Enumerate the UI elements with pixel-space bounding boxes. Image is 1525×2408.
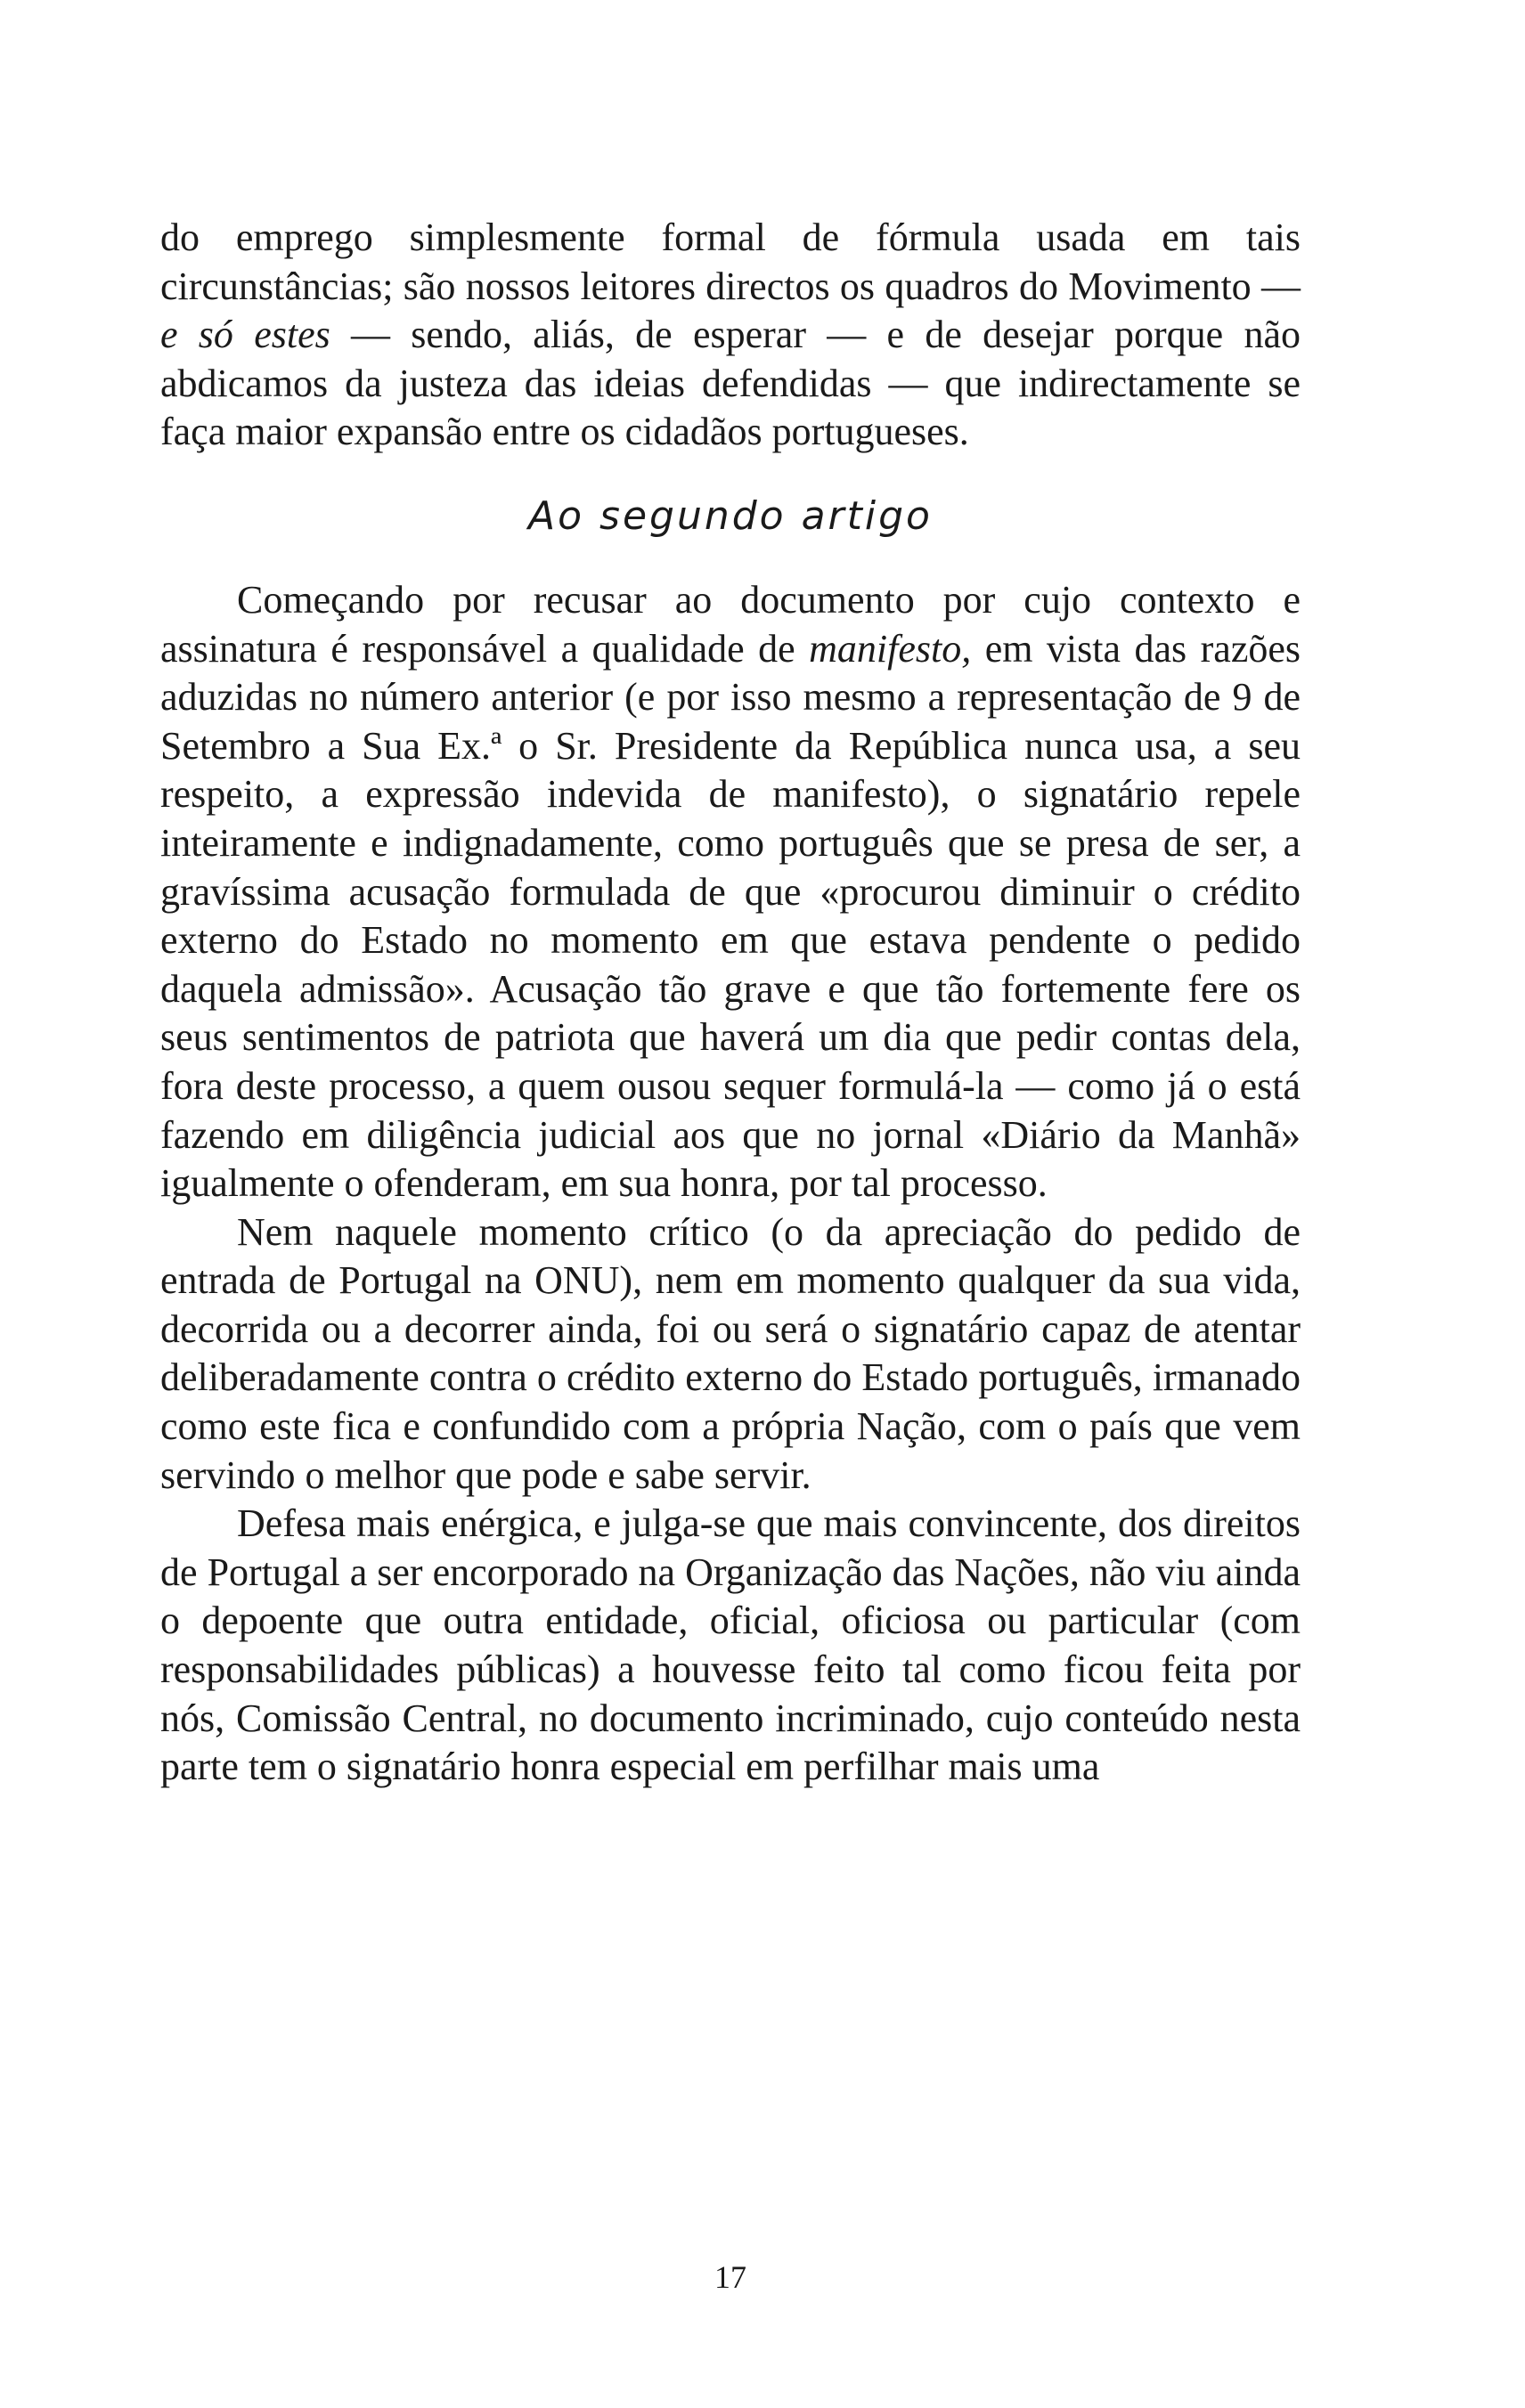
paragraph-continuation	[160, 214, 1301, 457]
document-page	[160, 214, 1301, 2315]
paragraph-text: do emprego simplesmente formal de fórmula usada em tais circunstâncias; são nossos leitores directos os quadros do Movimento —	[160, 216, 1301, 308]
paragraph	[160, 576, 1301, 1208]
paragraph-text: em vista das razões aduzidas no número anterior (e por isso mesmo a representação de 9 de Setembro a Sua Ex.ª o Sr. Presidente da República nunca usa, a seu respeito, a expressão indevida de manifesto), o signatário repele inteiramente e indignadamente, como português que se presa de ser, a gravíssima acusação formulada de que «procurou diminuir o crédito externo do Estado no momento em que estava pendente o pedido daquela admissão». Acusação tão grave e que tão fortemente fere os seus sentimentos de patriota que haverá um dia que pedir contas dela, fora deste processo, a quem ousou sequer formulá-la — como já o está fazendo em diligência judicial aos que no jornal «Diário da Manhã» igualmente o ofenderam, em sua honra, por tal processo.	[160, 626, 1301, 1206]
paragraph: Defesa mais enérgica, e julga-se que mais convincente, dos direitos de Portugal a ser encorporado na Organização das Nações, não viu ainda o depoente que outra entidade, oficial, oficiosa ou particular (com responsabilidades públicas) a houvesse feito tal como ficou feita por nós, Comissão Central, no documento incriminado, cujo conteúdo nesta parte tem o signatário honra especial em perfilhar mais uma	[160, 1501, 1301, 1789]
section-heading: Ao segundo artigo	[528, 492, 933, 539]
page-number: 17	[714, 2259, 746, 2295]
paragraph: Nem naquele momento crítico (o da apreciação do pedido de entrada de Portugal na ONU), nem em momento qualquer da sua vida, decorrida ou a decorrer ainda, foi ou será o signatário capaz de atentar deliberadamente contra o crédito externo do Estado português, irmanado como este fica e confundido com a própria Nação, com o país que vem servindo o melhor que pode e sabe servir.	[160, 1209, 1301, 1497]
italic-emphasis: e só estes	[160, 313, 330, 357]
italic-emphasis: manifesto,	[809, 626, 972, 671]
paragraph-text: Começando por recusar ao documento por cujo contexto e assinatura é responsável a qualidade de	[160, 577, 1301, 671]
paragraph-text: — sendo, aliás, de esperar — e de desejar porque não abdicamos da justeza das ideias defendidas — que indirectamente se faça maior expansão entre os cidadãos portugueses.	[160, 313, 1301, 454]
